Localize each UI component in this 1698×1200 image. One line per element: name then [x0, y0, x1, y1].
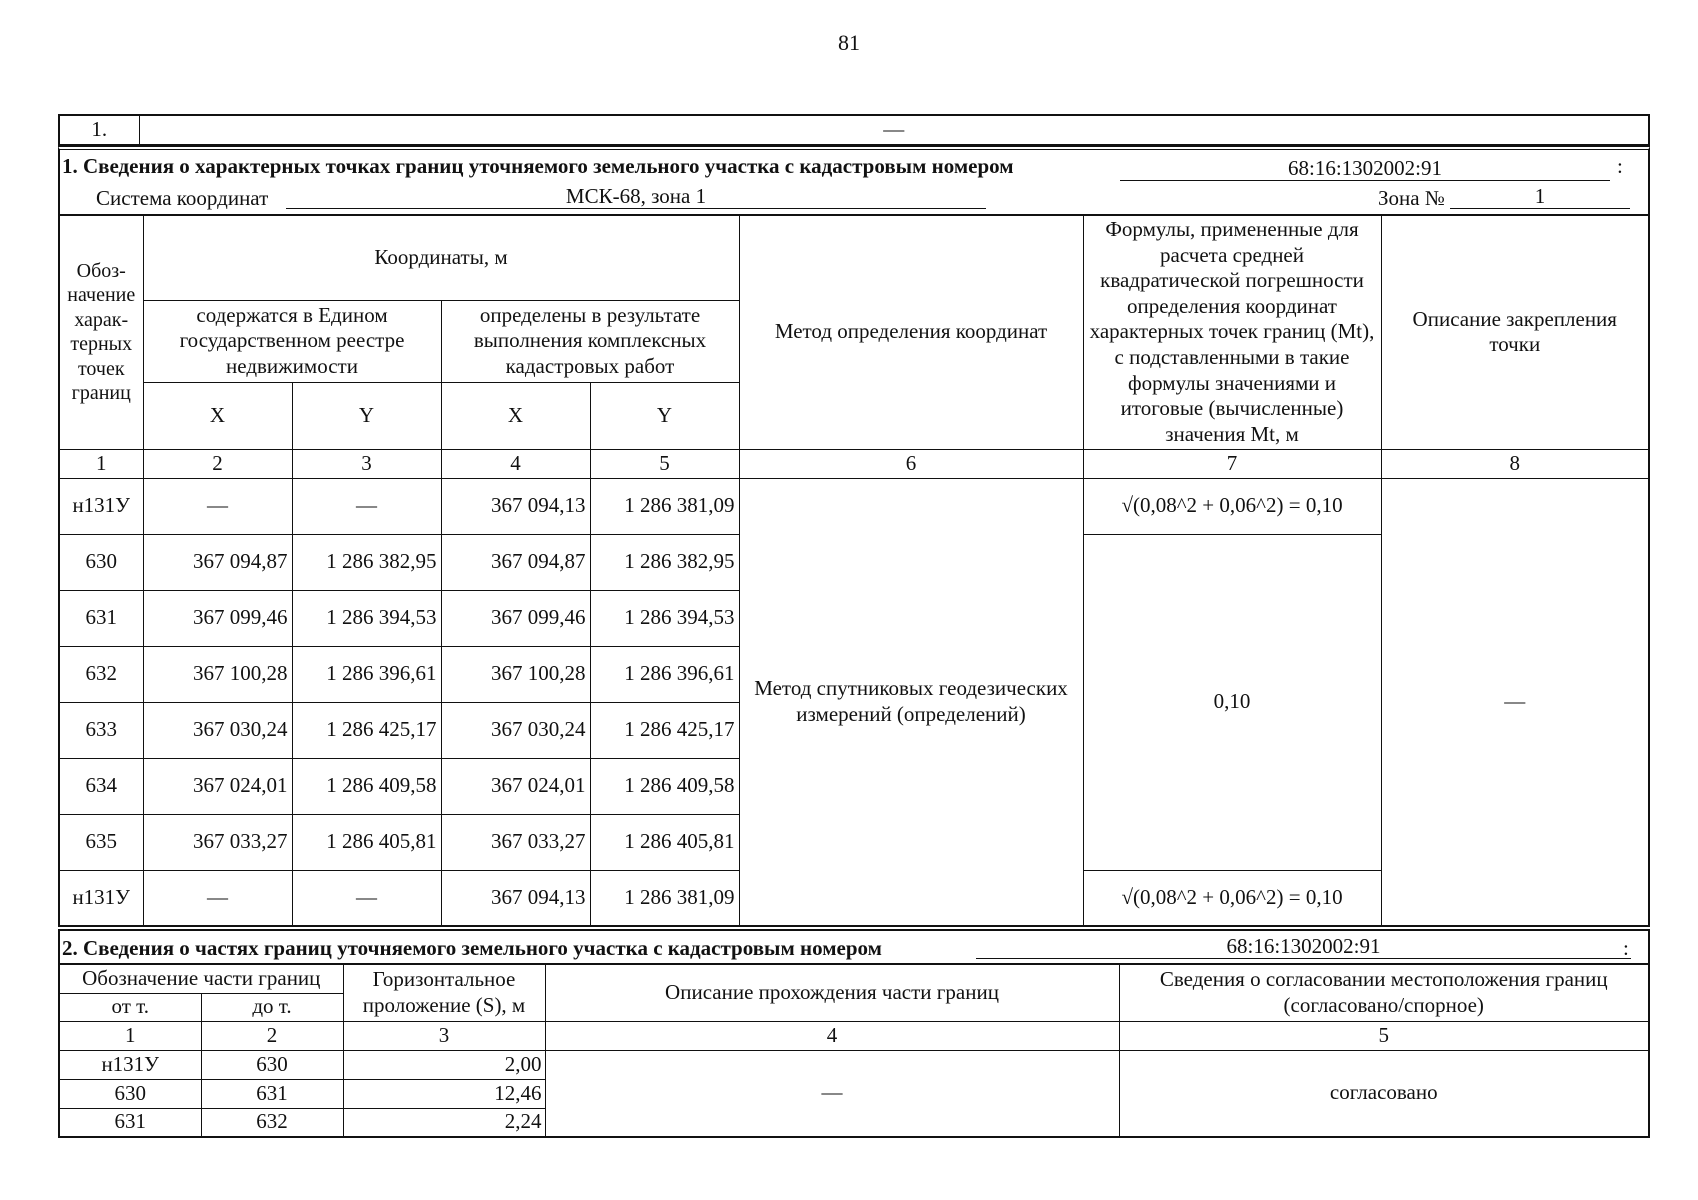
x-registry: 367 033,27	[143, 814, 292, 870]
column-number: 1	[59, 1021, 201, 1050]
x-registry: 367 100,28	[143, 646, 292, 702]
top-row-value: —	[139, 115, 1649, 145]
page-number: 81	[838, 30, 860, 55]
x-registry: 367 094,87	[143, 534, 292, 590]
y-registry: 1 286 425,17	[292, 702, 441, 758]
x-registry: 367 099,46	[143, 590, 292, 646]
table-row	[59, 1050, 1649, 1079]
formula-first: √(0,08^2 + 0,06^2) = 0,10	[1083, 478, 1381, 534]
header-y-registry: Y	[292, 382, 441, 449]
point-id: 634	[59, 758, 143, 814]
point-id: 632	[59, 646, 143, 702]
header-x-cadastral: X	[441, 382, 590, 449]
x-cadastral: 367 094,87	[441, 534, 590, 590]
section2-colon: :	[1623, 936, 1629, 960]
column-number: 2	[143, 449, 292, 478]
zone-value: 1	[1450, 184, 1630, 209]
points-table	[58, 214, 1650, 927]
y-registry: 1 286 405,81	[292, 814, 441, 870]
header-from: от т.	[59, 993, 201, 1021]
part-length: 2,00	[343, 1050, 545, 1079]
y-registry: 1 286 409,58	[292, 758, 441, 814]
fixing-value: —	[1381, 478, 1649, 926]
table-row	[59, 478, 1649, 534]
point-id: н131У	[59, 870, 143, 926]
column-number: 7	[1083, 449, 1381, 478]
point-id: н131У	[59, 478, 143, 534]
y-cadastral: 1 286 396,61	[590, 646, 739, 702]
part-agreement: согласовано	[1119, 1050, 1649, 1137]
header-formulas: Формулы, примененные для расчета средней квадратической погрешности определения координат характерных точек границ (Mt), с подставленными в такие формулы значениями и итоговые (вычисленные) значения Mt, м	[1083, 215, 1381, 449]
point-id: 630	[59, 534, 143, 590]
header-to: до т.	[201, 993, 343, 1021]
header-coordinates: Координаты, м	[143, 215, 739, 300]
section1-title: 1. Сведения о характерных точках границ уточняемого земельного участка с кадастровым номером	[62, 154, 1014, 178]
point-id: 631	[59, 590, 143, 646]
y-cadastral: 1 286 381,09	[590, 478, 739, 534]
y-registry: —	[292, 870, 441, 926]
section2-cadastral-number: 68:16:1302002:91	[976, 934, 1631, 959]
top-row-index: 1.	[59, 115, 139, 145]
column-numbers-row	[59, 449, 1649, 478]
header-fixing: Описание закрепления точки	[1381, 215, 1649, 449]
x-registry: 367 030,24	[143, 702, 292, 758]
header-length: Горизонтальное проложение (S), м	[343, 964, 545, 1021]
header-designation: Обоз- начение харак- терных точек границ	[59, 215, 143, 449]
coord-system-value: МСК-68, зона 1	[286, 184, 986, 209]
top-row-table	[58, 114, 1650, 146]
part-to: 632	[201, 1108, 343, 1137]
column-number: 1	[59, 449, 143, 478]
column-number: 3	[292, 449, 441, 478]
header-registry: содержатся в Едином государственном реестре недвижимости	[143, 300, 441, 382]
y-cadastral: 1 286 409,58	[590, 758, 739, 814]
x-cadastral: 367 094,13	[441, 478, 590, 534]
method-value: Метод спутниковых геодезических измерений (определений)	[739, 478, 1083, 926]
column-number: 3	[343, 1021, 545, 1050]
x-cadastral: 367 100,28	[441, 646, 590, 702]
section2-title: 2. Сведения о частях границ уточняемого земельного участка с кадастровым номером	[62, 936, 882, 960]
x-registry: —	[143, 870, 292, 926]
section1-colon: :	[1617, 154, 1623, 178]
column-number: 5	[1119, 1021, 1649, 1050]
y-registry: —	[292, 478, 441, 534]
x-cadastral: 367 099,46	[441, 590, 590, 646]
header-part-designation: Обозначение части границ	[59, 964, 343, 993]
header-description: Описание прохождения части границ	[545, 964, 1119, 1021]
column-number: 6	[739, 449, 1083, 478]
part-length: 2,24	[343, 1108, 545, 1137]
part-from: н131У	[59, 1050, 201, 1079]
formula-last: √(0,08^2 + 0,06^2) = 0,10	[1083, 870, 1381, 926]
y-registry: 1 286 396,61	[292, 646, 441, 702]
x-cadastral: 367 033,27	[441, 814, 590, 870]
coord-system-label: Система координат	[96, 186, 269, 210]
y-cadastral: 1 286 405,81	[590, 814, 739, 870]
column-number: 4	[545, 1021, 1119, 1050]
column-number: 4	[441, 449, 590, 478]
header-agreement: Сведения о согласовании местоположения границ (согласовано/спорное)	[1119, 964, 1649, 1021]
part-description: —	[545, 1050, 1119, 1137]
header-x-registry: X	[143, 382, 292, 449]
header-y-cadastral: Y	[590, 382, 739, 449]
x-registry: 367 024,01	[143, 758, 292, 814]
part-from: 630	[59, 1079, 201, 1108]
zone-label: Зона №	[1378, 186, 1445, 210]
y-registry: 1 286 382,95	[292, 534, 441, 590]
part-to: 630	[201, 1050, 343, 1079]
column-number: 5	[590, 449, 739, 478]
section2-header	[58, 929, 1650, 965]
y-cadastral: 1 286 425,17	[590, 702, 739, 758]
x-cadastral: 367 094,13	[441, 870, 590, 926]
header-cadastral-works: определены в результате выполнения комплексных кадастровых работ	[441, 300, 739, 382]
y-cadastral: 1 286 394,53	[590, 590, 739, 646]
column-number: 8	[1381, 449, 1649, 478]
header-method: Метод определения координат	[739, 215, 1083, 449]
part-from: 631	[59, 1108, 201, 1137]
part-length: 12,46	[343, 1079, 545, 1108]
column-number: 2	[201, 1021, 343, 1050]
x-cadastral: 367 024,01	[441, 758, 590, 814]
part-to: 631	[201, 1079, 343, 1108]
parts-table	[58, 963, 1650, 1138]
y-cadastral: 1 286 381,09	[590, 870, 739, 926]
x-cadastral: 367 030,24	[441, 702, 590, 758]
point-id: 633	[59, 702, 143, 758]
section1-cadastral-number: 68:16:1302002:91	[1120, 156, 1610, 181]
point-id: 635	[59, 814, 143, 870]
column-numbers-row	[59, 1021, 1649, 1050]
x-registry: —	[143, 478, 292, 534]
formula-middle: 0,10	[1083, 534, 1381, 870]
section1-header	[58, 146, 1650, 218]
y-cadastral: 1 286 382,95	[590, 534, 739, 590]
y-registry: 1 286 394,53	[292, 590, 441, 646]
